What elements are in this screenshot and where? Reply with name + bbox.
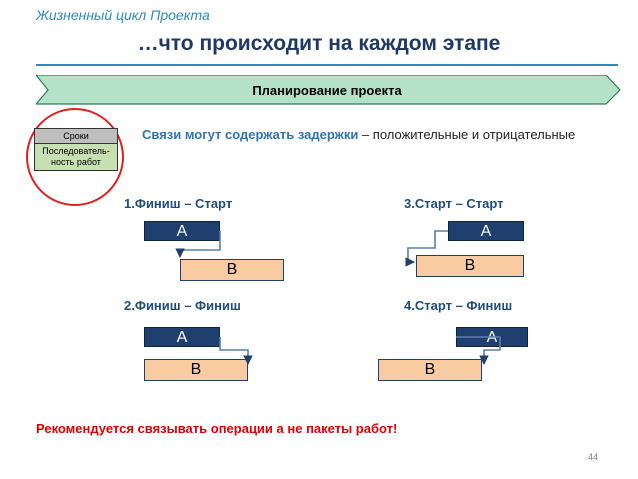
relation-ss-title: 3.Старт – Старт	[404, 196, 504, 211]
relation-ss-box-b: B	[416, 255, 524, 277]
phase-banner-label: Планирование проекта	[252, 83, 402, 98]
relation-ff-box-a: A	[144, 327, 220, 347]
description-rest: – положительные и отрицательные	[358, 127, 576, 142]
deck-subtitle: Жизненный цикл Проекта	[36, 7, 210, 23]
relation-ff-box-b: B	[144, 359, 248, 381]
description-highlight: Связи могут содержать задержки	[142, 127, 359, 142]
relation-fs-box-b: B	[180, 259, 284, 281]
relation-ss-box-a: A	[448, 221, 524, 241]
recommendation-text: Рекомендуется связывать операции а не пакеты работ!	[36, 421, 398, 436]
arrow-fs	[180, 231, 220, 257]
relation-sf-box-b: B	[378, 359, 482, 381]
relation-sf-box-a: A	[456, 327, 528, 347]
mini-table-sequence: Последователь-ность работ	[35, 144, 117, 170]
relation-ff-title: 2.Финиш – Финиш	[124, 298, 241, 313]
arrow-ff	[220, 337, 248, 364]
slide-title: …что происходит на каждом этапе	[137, 32, 501, 55]
mini-table-deadlines: Сроки	[35, 129, 117, 144]
relation-fs-title: 1.Финиш – Старт	[124, 196, 233, 211]
page-number: 44	[588, 452, 599, 462]
arrow-ss	[408, 231, 448, 262]
relation-fs-box-a: A	[144, 221, 220, 241]
relation-sf-title: 4.Старт – Финиш	[404, 298, 513, 313]
arrow-sf	[456, 337, 500, 364]
